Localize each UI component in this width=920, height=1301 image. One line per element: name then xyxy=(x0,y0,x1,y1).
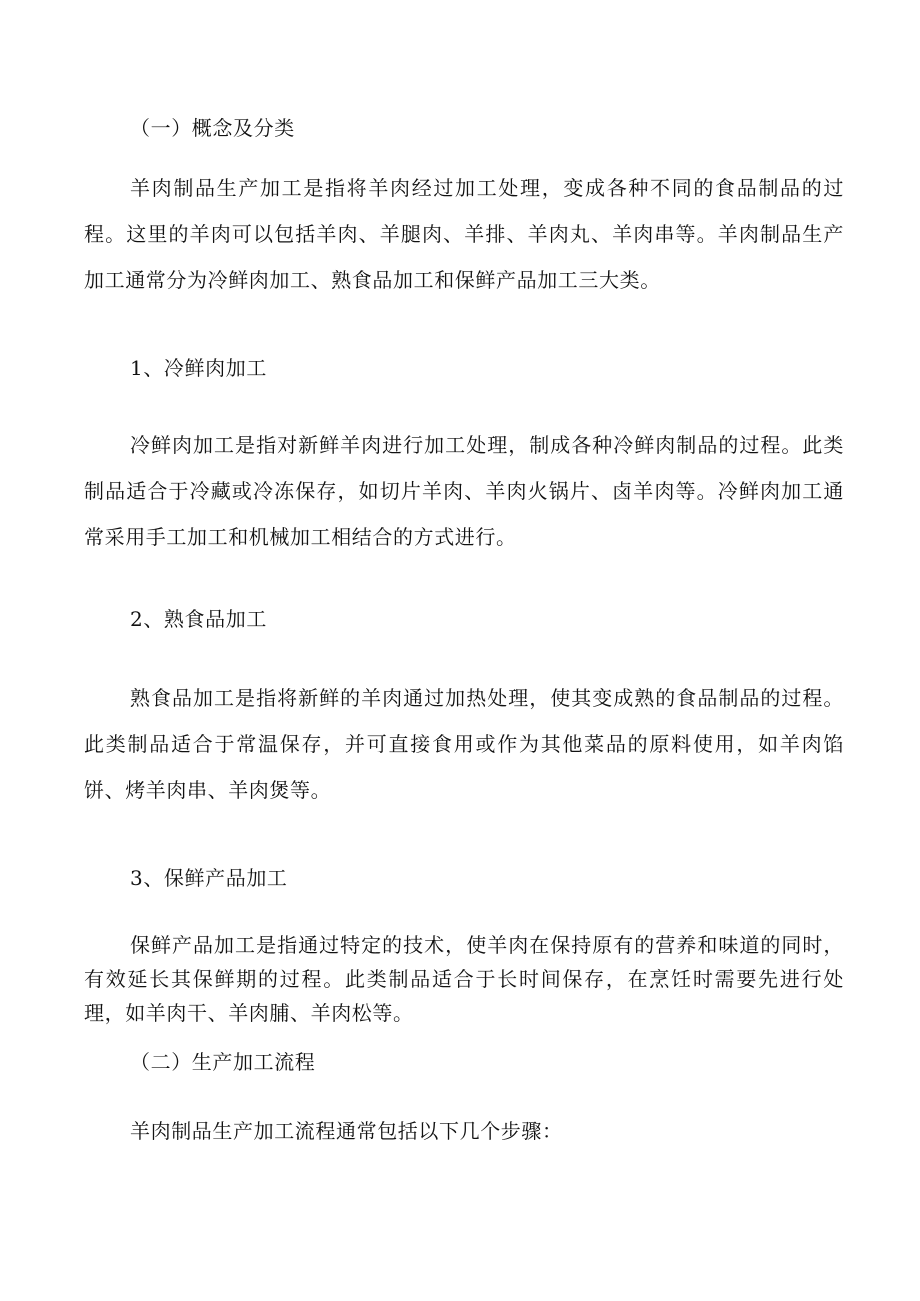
paragraph-process-intro: 羊肉制品生产加工流程通常包括以下几个步骤： xyxy=(130,1119,563,1143)
paragraph-chilled-meat: 冷鲜肉加工是指对新鲜羊肉进行加工处理，制成各种冷鲜肉制品的过程。此类制品适合于冷藏或冷冻保存，如切片羊肉、羊肉火锅片、卤羊肉等。冷鲜肉加工通常采用手工加工和机械加工相结合的方式进行。 xyxy=(84,433,844,549)
subheading-cooked-food: 2、熟食品加工 xyxy=(130,607,267,631)
subheading-chilled-meat: 1、冷鲜肉加工 xyxy=(130,356,267,380)
section-heading-concept: （一）概念及分类 xyxy=(130,116,295,140)
paragraph-preserved-products: 保鲜产品加工是指通过特定的技术，使羊肉在保持原有的营养和味道的同时，有效延长其保鲜期的过程。此类制品适合于长时间保存，在烹饪时需要先进行处理，如羊肉干、羊肉脯、羊肉松等。 xyxy=(84,933,844,1025)
section-heading-process: （二）生产加工流程 xyxy=(130,1050,316,1074)
paragraph-cooked-food: 熟食品加工是指将新鲜的羊肉通过加热处理，使其变成熟的食品制品的过程。此类制品适合于常温保存，并可直接食用或作为其他菜品的原料使用，如羊肉馅饼、烤羊肉串、羊肉煲等。 xyxy=(84,686,844,802)
subheading-preserved-products: 3、保鲜产品加工 xyxy=(130,866,288,890)
paragraph-intro: 羊肉制品生产加工是指将羊肉经过加工处理，变成各种不同的食品制品的过程。这里的羊肉可以包括羊肉、羊腿肉、羊排、羊肉丸、羊肉串等。羊肉制品生产加工通常分为冷鲜肉加工、熟食品加工和保鲜产品加工三大类。 xyxy=(84,176,844,292)
